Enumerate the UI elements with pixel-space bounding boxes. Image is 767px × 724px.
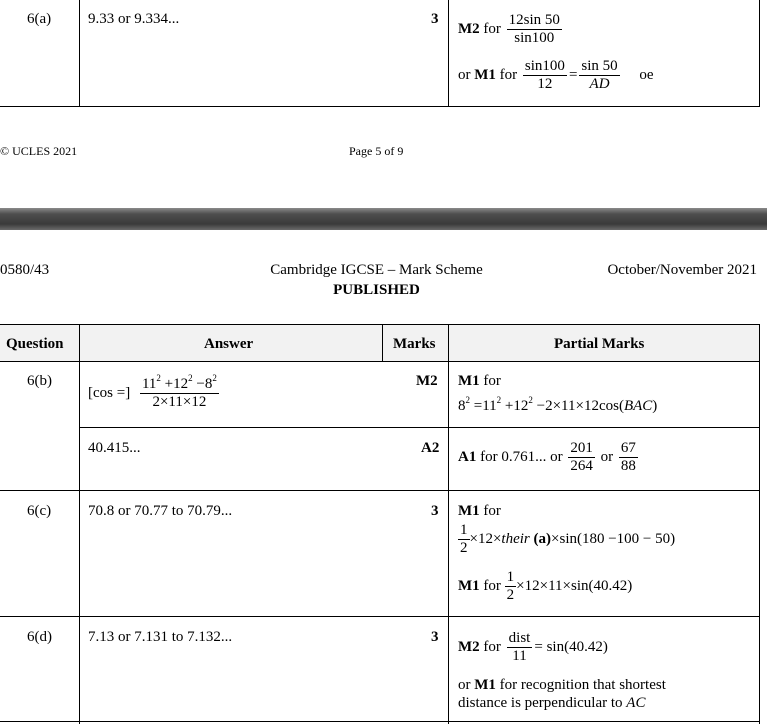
row-6d-partial-line1: [458, 630, 608, 665]
pm-angle-label: BAC: [623, 398, 653, 414]
pm-ac: AC: [626, 695, 646, 711]
row-6b-inner-border: [80, 427, 760, 428]
row-6c-answer: 70.8 or 70.77 to 70.79...: [88, 503, 233, 519]
pm-fraction-den: 264: [570, 458, 593, 474]
th-answer: Answer: [204, 336, 254, 352]
top-partial-line2: [458, 58, 654, 93]
row-6b2-partial: [458, 440, 640, 475]
pm-fraction: [507, 630, 533, 665]
pm-text: for recognition that shortest: [499, 677, 666, 693]
th-question: Question: [6, 336, 64, 352]
table-header-bottom-border: [0, 361, 760, 362]
pm-fraction: [523, 58, 567, 93]
pm-fraction-num: 67: [620, 440, 636, 456]
pm-fraction-den: 11: [512, 648, 527, 664]
row-6b-question: 6(b): [27, 373, 52, 389]
header-published: PUBLISHED: [333, 282, 420, 298]
pm-fraction-den: 2: [460, 540, 468, 556]
pm-fraction-num: sin 50: [581, 58, 618, 74]
answer-fraction-den: 2×11×12: [152, 394, 207, 410]
top-col-divider-2: [448, 0, 449, 106]
pm-fraction-den: AD: [589, 76, 610, 92]
top-partial-line1: [458, 12, 564, 47]
pm-term: 8: [458, 398, 466, 414]
pm-fraction-num: 1: [460, 522, 468, 538]
row-6c-bottom-border: [0, 616, 760, 617]
pm-fraction-num: sin100: [524, 58, 565, 74]
answer-fraction: [140, 373, 219, 411]
top-question: 6(a): [27, 11, 52, 27]
pm-for: for: [483, 503, 501, 519]
num-term: +12: [164, 376, 189, 392]
pm-term: ×12×11×sin(40.42): [516, 577, 633, 594]
pm-fraction: [507, 12, 562, 47]
pm-for: for: [483, 638, 501, 655]
pm-for: for: [499, 66, 518, 83]
page-separator: [0, 208, 767, 230]
row-6d-partial-line3: [458, 694, 645, 712]
pm-term: ): [652, 398, 658, 414]
pm-fraction-half: [505, 569, 517, 604]
row-6c-marks: 3: [431, 503, 439, 519]
footer-page-number: Page 5 of 9: [349, 144, 404, 158]
pm-for: for: [483, 373, 501, 389]
row-6b2-answer: 40.415...: [88, 440, 141, 456]
row-6d-marks: 3: [431, 629, 439, 645]
pm-mark-code: A1: [458, 448, 477, 465]
row-6b-partial-line1: [458, 372, 501, 390]
row-6b-marks: M2: [416, 373, 438, 389]
col-divider-answer-header: [382, 324, 383, 361]
pm-or: or: [458, 66, 471, 83]
pm-mark-code: M2: [458, 638, 480, 655]
th-partial-marks: Partial Marks: [554, 336, 645, 352]
pm-equals: =: [568, 66, 578, 83]
pm-fraction-num: 12sin 50: [508, 12, 560, 28]
pm-term: ×12×: [469, 530, 502, 547]
row-6b-partial-line2: $8^2 =11^2 +12^2 -2\times 11\times 12\cos(BAC)$: [458, 395, 658, 414]
header-syllabus-code: 0580/43: [0, 262, 50, 278]
num-term: 11: [141, 376, 157, 392]
row-6d-question: 6(d): [27, 629, 52, 645]
pm-text: distance is perpendicular to: [458, 695, 623, 711]
answer-fraction-num: $11^2 +12^2 -8^2$: [141, 373, 217, 392]
pm-fraction-half: [458, 522, 470, 557]
row-6d-bottom-border: [0, 721, 760, 722]
pm-part-ref: (a): [533, 530, 552, 547]
footer-copyright: © UCLES 2021: [0, 144, 78, 158]
pm-text: for 0.761... or: [480, 448, 563, 465]
row-6b-answer: [88, 373, 221, 411]
row-6b-bottom-border: [0, 490, 760, 491]
pm-oe: oe: [639, 66, 654, 83]
header-session: October/November 2021: [607, 262, 757, 278]
pm-term: = sin(40.42): [534, 638, 608, 655]
pm-fraction-num: dist: [508, 630, 531, 646]
pm-or: or: [600, 448, 614, 465]
pm-mark-code: M2: [458, 20, 480, 37]
top-answer: 9.33 or 9.334...: [88, 11, 180, 27]
top-marks: 3: [431, 11, 439, 27]
top-row-bottom-border: [0, 106, 760, 107]
pm-term: =11: [473, 398, 497, 414]
row-6d-partial-line2: [458, 676, 666, 694]
answer-prefix: [cos =]: [88, 384, 131, 401]
header-title: Cambridge IGCSE – Mark Scheme: [270, 262, 483, 278]
pm-for: for: [483, 577, 501, 594]
row-6c-partial-line1: [458, 502, 501, 520]
pm-term: −2×11×12cos(: [536, 398, 624, 414]
pm-fraction-den: 12: [537, 76, 553, 92]
pm-term: +12: [504, 398, 529, 414]
pm-fraction: [619, 440, 638, 475]
row-6c-partial-line2: [458, 522, 675, 557]
pm-term: ×sin(180 −100 − 50): [551, 530, 676, 547]
pm-mark-code: M1: [474, 66, 496, 83]
pm-or: or: [458, 677, 471, 693]
pm-fraction-num: 201: [570, 440, 593, 456]
pm-their: their: [501, 530, 530, 547]
top-col-divider-3: [759, 0, 760, 106]
pm-mark-code: M1: [458, 577, 480, 594]
table-header-bg: [0, 325, 759, 361]
row-6d-answer: 7.13 or 7.131 to 7.132...: [88, 629, 233, 645]
row-6c-partial-line3: [458, 569, 632, 604]
pm-fraction-den: sin100: [514, 30, 555, 46]
row-6b2-marks: A2: [421, 440, 440, 456]
pm-fraction: [568, 440, 595, 475]
col-divider-right: [759, 324, 760, 724]
pm-for: for: [483, 20, 501, 37]
pm-mark-code: M1: [458, 373, 480, 389]
col-divider-marks: [448, 324, 449, 724]
top-col-divider-1: [79, 0, 80, 106]
table-top-border: [0, 324, 760, 325]
pm-mark-code: M1: [474, 677, 496, 693]
pm-fraction-den: 88: [620, 458, 636, 474]
pm-mark-code: M1: [458, 503, 480, 519]
col-divider-question: [79, 324, 80, 724]
th-marks: Marks: [393, 336, 436, 352]
pm-fraction-den: 2: [506, 587, 515, 603]
pm-fraction-num: 1: [506, 569, 515, 585]
pm-fraction: [579, 58, 619, 93]
num-term: −8: [196, 376, 213, 392]
row-6c-question: 6(c): [27, 503, 52, 519]
